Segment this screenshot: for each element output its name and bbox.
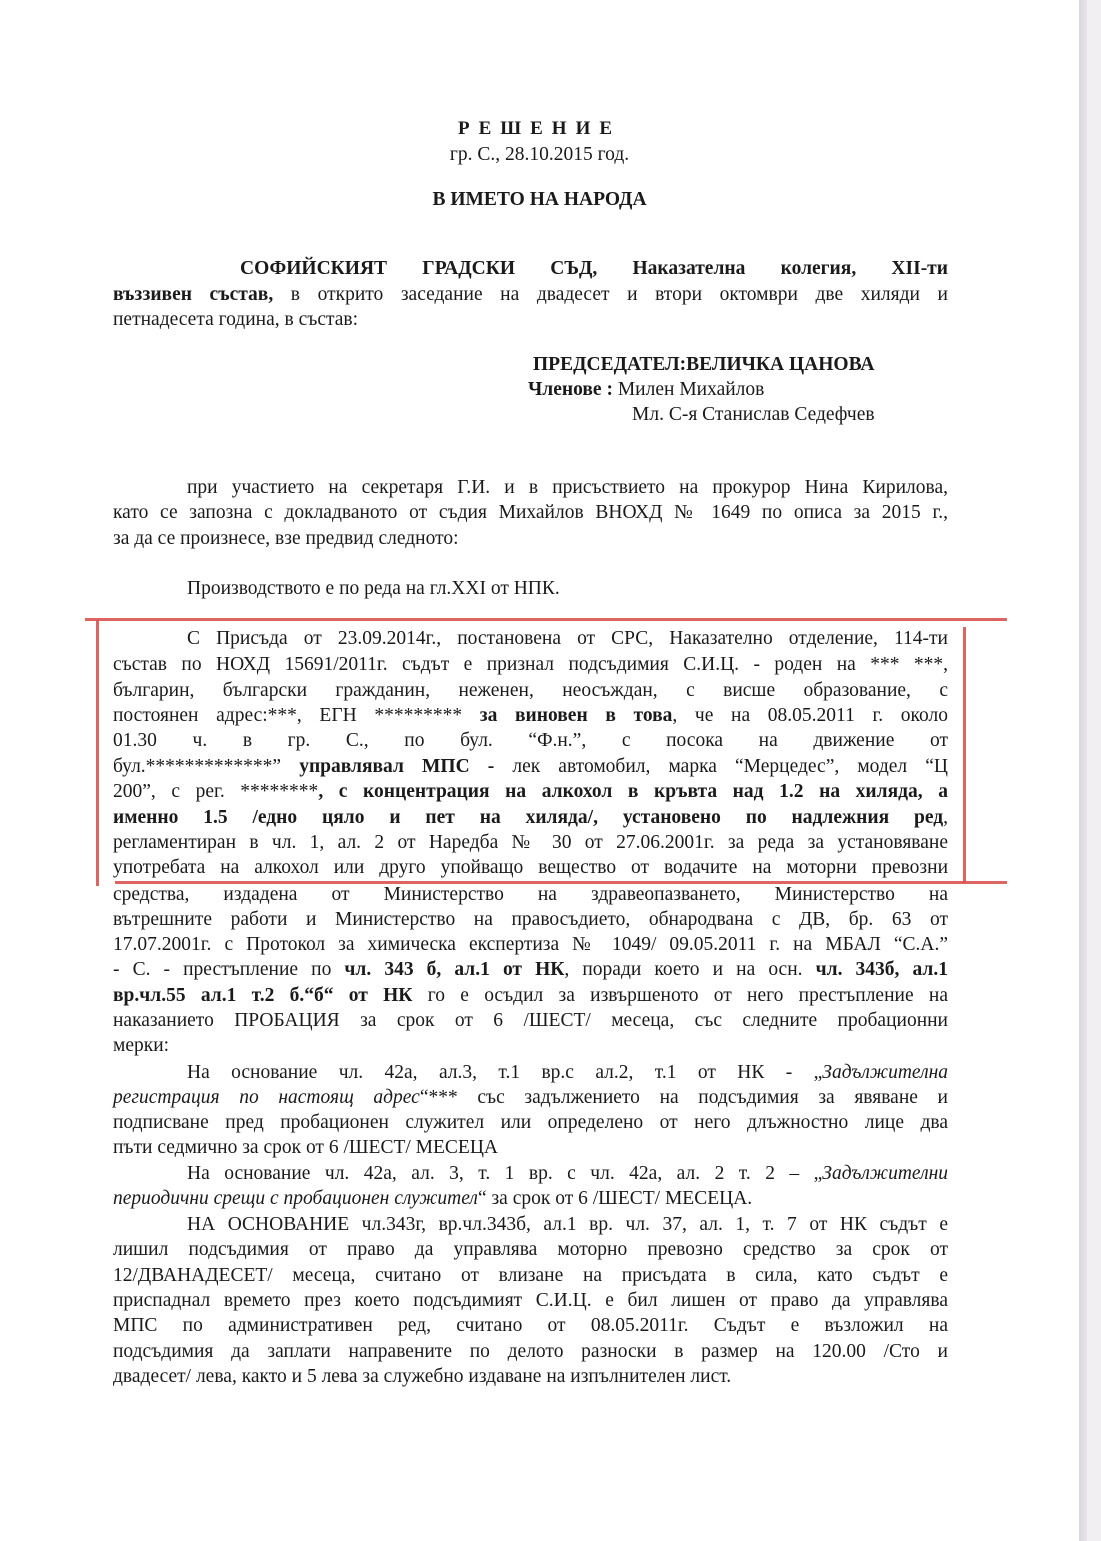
ruling-line6: подсъдимия да заплати направените по делото разноски в размер на 120.00 /Сто и [113, 1341, 948, 1362]
highlight-line7 [113, 780, 948, 804]
text: за виновен в това [479, 705, 673, 726]
member-2: Мл. С-я Станислав Седефчев [632, 404, 875, 425]
text: На основание чл. 42а, ал. 3, т. 1 вр. с чл. 42а, ал. 2 т. 2 – „ [187, 1163, 823, 1184]
highlight-line10: употребата на алкохол или друго упойващо вещество от водачите на моторни превозни [113, 857, 948, 878]
ruling-line4: приспаднал времето през което подсъдимият С.И.Ц. е бил лишен от право да управлява [113, 1290, 948, 1311]
ruling-line5: МПС по административен ред, считано от 08.05.2011г. Съдът е възложил на [113, 1315, 948, 1336]
text: постоянен адрес:***, ЕГН ********* [113, 705, 480, 726]
highlight-left [96, 620, 99, 886]
measure1-line4: пъти седмично за срок от 6 /ШЕСТ/ МЕСЕЦА [113, 1137, 499, 1158]
text: “ за срок от 6 /ШЕСТ/ МЕСЕЦА. [477, 1188, 753, 1209]
text: регистрация по настоящ адрес [113, 1087, 420, 1108]
place-date: гр. С., 28.10.2015 год. [449, 144, 630, 165]
text: чл. 343б, ал.1 [815, 959, 948, 980]
text: управлявал МПС - [299, 756, 495, 777]
text: , поради което и на осн. [564, 959, 816, 980]
highlight-line2: състав по НОХД 15691/2011г. съдът е признал подсъдимия С.И.Ц. - роден на *** ***, [113, 654, 948, 675]
court-name: СОФИЙСКИЯТ ГРАДСКИ СЪД, Наказателна колегия, XII-ти [240, 258, 948, 279]
measure2-line2 [113, 1187, 752, 1211]
text: , [943, 807, 948, 828]
text: лек автомобил, марка “Мерцедес”, модел “Ц [494, 756, 948, 777]
page-edge [1079, 0, 1087, 1541]
court-intro-line3: петнадесета година, в състав: [113, 309, 359, 330]
continuation-line6: наказанието ПРОБАЦИЯ за срок от 6 /ШЕСТ/ месеца, със следните пробационни [113, 1010, 948, 1031]
text: , че на 08.05.2011 г. около [672, 705, 949, 726]
procedure: Производството е по реда на гл.XXI от НПК. [187, 578, 560, 599]
continuation-line1: средства, издадена от Министерство на здравеопазването, Министерство на [113, 884, 948, 905]
highlight-top [85, 618, 1007, 621]
participation-line1: при участието на секретаря Г.И. и в присъствието на прокурор Нина Кирилова, [187, 477, 948, 498]
ruling-line3: 12/ДВАНАДЕСЕТ/ месеца, считано от влизане на присъдата в сила, като съдът е [113, 1265, 948, 1286]
text: именно 1.5 /едно цяло и пет на хиляда/ [113, 807, 594, 828]
text: Задължителни [822, 1163, 948, 1184]
ruling-line1: НА ОСНОВАНИЕ чл.343г, вр.чл.343б, ал.1 вр. чл. 37, ал. 1, т. 7 от НК съдът е [187, 1214, 948, 1235]
chairman: ПРЕДСЕДАТЕЛ:ВЕЛИЧКА ЦАНОВА [533, 354, 875, 375]
members [528, 378, 764, 402]
text: , с концентрация на алкохол в кръвта над 1.2 на хиляда, а [318, 781, 948, 802]
text: вр.чл.55 ал.1 т.2 б.“б“ от НК [113, 985, 413, 1006]
text: въззивен състав, [113, 284, 274, 305]
continuation-line2: вътрешните работи и Министерство на правосъдието, обнародвана с ДВ, бр. 63 от [113, 909, 948, 930]
member-1: Милен Михайлов [612, 379, 765, 400]
heading: В ИМЕТО НА НАРОДА [432, 189, 647, 210]
text: - С. - престъпление по [113, 959, 345, 980]
ruling-line2: лишил подсъдимия от право да управлява моторно превозно средство за срок от [113, 1239, 948, 1260]
participation-line3: за да се произнесе, взе предвид следното: [113, 528, 459, 549]
highlight-line9: регламентиран в чл. 1, ал. 2 от Наредба № 30 от 27.06.2001г. за реда за установяване [113, 832, 948, 853]
measure1-line1 [187, 1061, 948, 1085]
highlight-line1: С Присъда от 23.09.2014г., постановена от СРС, Наказателно отделение, 114-ти [187, 628, 948, 649]
participation-line2: като се запозна с докладваното от съдия Михайлов ВНОХД № 1649 по описа за 2015 г., [113, 502, 948, 523]
highlight-line3: българин, български гражданин, неженен, неосъждан, с висше образование, с [113, 680, 948, 701]
measure1-line2 [113, 1086, 948, 1110]
continuation-line3: 17.07.2001г. с Протокол за химическа експертиза № 1049/ 09.05.2011 г. на МБАЛ “С.А.” [113, 934, 948, 955]
text: 200”, с рег. ******** [113, 781, 319, 802]
continuation-line5 [113, 984, 948, 1008]
text: Задължителна [822, 1062, 948, 1083]
measure2-line1 [187, 1162, 948, 1186]
text: “*** със задължението на подсъдимия за явяване и [419, 1087, 948, 1108]
highlight-line8 [113, 806, 948, 830]
members-label: Членове : [528, 379, 613, 400]
highlight-line6 [113, 755, 948, 779]
highlight-line5: 01.30 ч. в гр. С., по бул. “Ф.н.”, с посока на движение от [113, 730, 948, 751]
continuation-line4 [113, 958, 948, 982]
continuation-line7: мерки: [113, 1035, 170, 1056]
highlight-right [963, 627, 966, 883]
text: бул.*************” [113, 756, 300, 777]
text: го е осъдил за извършеното от него престъпление на [412, 985, 948, 1006]
ruling-line7: двадесет/ лева, както и 5 лева за служебно издаване на изпълнителен лист. [113, 1366, 732, 1387]
text: , установено по надлежния ред [593, 807, 944, 828]
text: чл. 343 б, ал.1 от НК [344, 959, 565, 980]
text: периодични срещи с пробационен служител [113, 1188, 478, 1209]
text: в открито заседание на двадесет и втори октомври две хиляди и [273, 284, 948, 305]
highlight-line4 [113, 704, 948, 728]
court-intro-line2 [113, 283, 948, 307]
text: На основание чл. 42а, ал.3, т.1 вр.с ал.2, т.1 от НК - „ [187, 1062, 823, 1083]
document-title: РЕШЕНИЕ [457, 118, 622, 139]
measure1-line3: подписване пред пробационен служител или определено от него длъжностно лице два [113, 1112, 948, 1133]
